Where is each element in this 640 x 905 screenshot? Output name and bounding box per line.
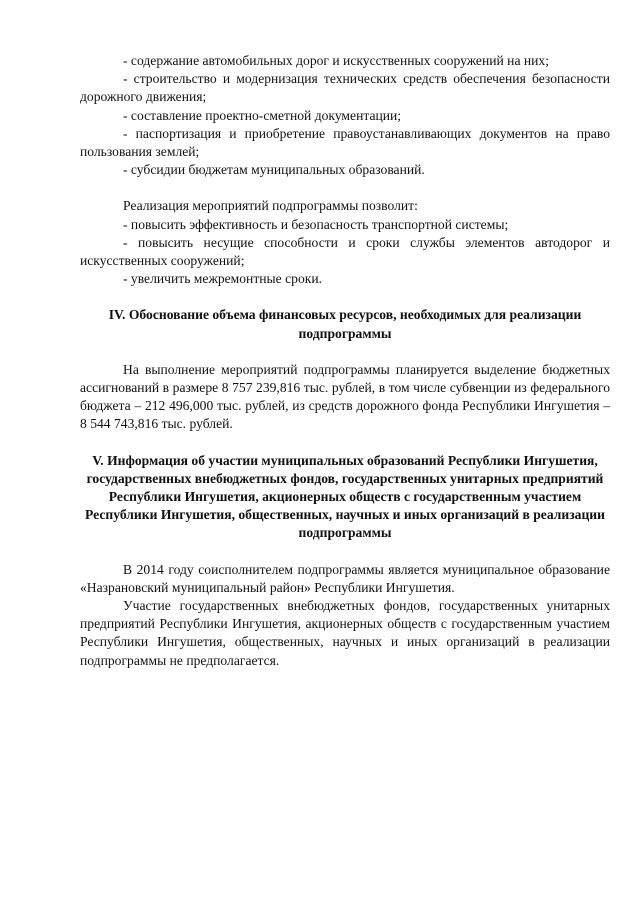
results-intro: Реализация мероприятий подпрограммы позволит: [123,198,418,214]
list-item: - содержание автомобильных дорог и искусственных сооружений на них; [123,53,549,68]
spacer [80,343,610,361]
section-4-heading: IV. Обоснование объема финансовых ресурсов, необходимых для реализации подпрограммы [108,307,582,341]
list-item: - субсидии бюджетам муниципальных образований. [123,162,425,178]
list-item: - составление проектно-сметной документации; [123,107,402,123]
spacer [80,288,610,306]
list-item: - паспортизация и приобретение правоустанавливающих документов на право пользования землей; [80,125,610,160]
section-5-paragraph-1: В 2014 году соисполнителем подпрограммы является муниципальное образование «Назрановский муниципальный район» Республики Ингушетия. [80,561,610,595]
list-item: - повысить несущие способности и сроки службы элементов автодорог и искусственных сооружений; [80,234,610,269]
document-page [80,52,610,670]
list-item: - строительство и модернизация технических средств обеспечения безопасности дорожного движения; [80,71,610,105]
list-item: - увеличить межремонтные сроки. [123,271,323,287]
spacer [80,434,610,452]
section-5-paragraph-2: Участие государственных внебюджетных фондов, государственных унитарных предприятий Республики Ингушетия, акционерных обществ с государственным участием Республики Ингушетия, общественных, научных и иных организаций в реализации подпрограммы не предполагается. [80,598,610,668]
spacer [80,179,610,197]
section-4-paragraph: На выполнение мероприятий подпрограммы планируется выделение бюджетных ассигнований в размере 8 757 239,816 тыс. рублей, в том числе субвенции из федерального бюджета – 212 496,000 тыс. рублей, из средств дорожного фонда Республики Ингушетия – 8 544 743,816 тыс. рублей. [80,361,610,432]
list-item: - повысить эффективность и безопасность транспортной системы; [123,216,509,232]
spacer [80,543,610,561]
section-5-heading: V. Информация об участии муниципальных образований Республики Ингушетия, государственных внебюджетных фондов, государственных унитарных предприятий Республики Ингушетия, акционерных обществ с государственным участием Республики Ингушетия, общественных, научных и иных организаций в реализации подпрограммы [85,452,605,541]
